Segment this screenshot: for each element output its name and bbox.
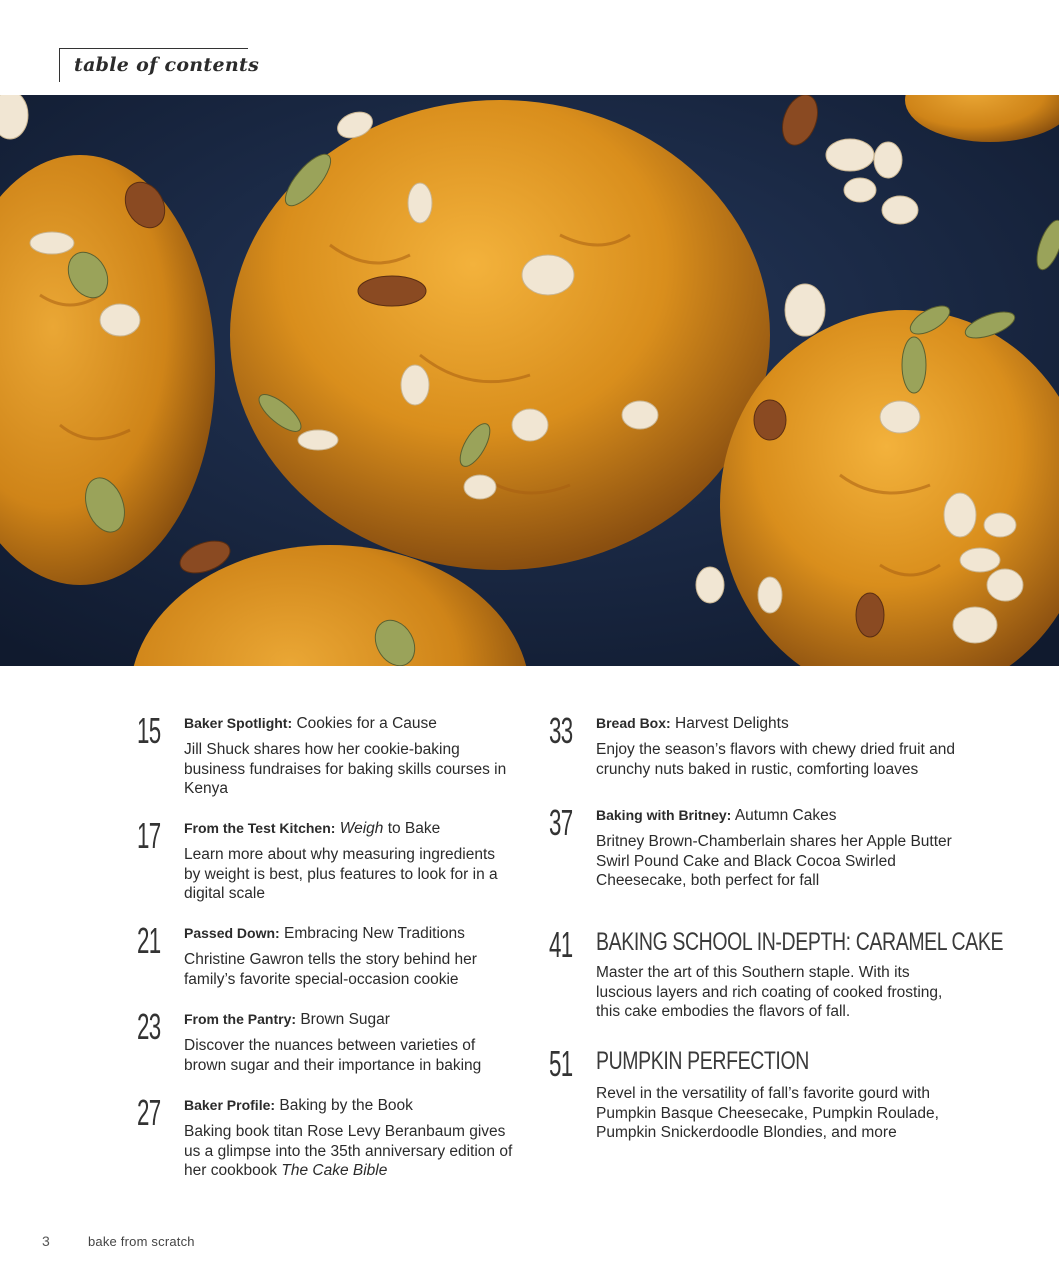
entry-title-italic: Weigh xyxy=(339,820,384,837)
entry-headline xyxy=(184,1095,413,1116)
page-number: 51 xyxy=(549,1043,573,1084)
entry-kicker: Passed Down: xyxy=(184,925,280,941)
folio-publication-name: bake from scratch xyxy=(88,1234,195,1249)
entry-title: Harvest Delights xyxy=(675,715,789,732)
entry-title: Cookies for a Cause xyxy=(296,715,437,732)
toc-header-frame xyxy=(59,48,260,82)
entry-headline xyxy=(184,818,440,839)
page-number: 27 xyxy=(137,1092,161,1133)
page-title: table of contents xyxy=(74,54,260,76)
entry-kicker: Baking with Britney: xyxy=(596,807,732,823)
entry-kicker: From the Pantry: xyxy=(184,1011,297,1027)
page-number: 33 xyxy=(549,710,573,751)
entry-description-text: Baking book titan Rose Levy Beranbaum gives us a glimpse into the 35th anniversary edition of her cookbook xyxy=(184,1123,513,1180)
page-number: 37 xyxy=(549,802,573,843)
entry-kicker: Baker Profile: xyxy=(184,1097,276,1113)
entry-kicker: Baker Spotlight: xyxy=(184,715,293,731)
entry-headline xyxy=(596,713,789,734)
entry-description: Discover the nuances between varieties of brown sugar and their importance in baking xyxy=(184,1037,482,1074)
entry-headline xyxy=(184,1009,390,1030)
bread-rolls-illustration xyxy=(0,95,1059,666)
feature-title: PUMPKIN PERFECTION xyxy=(596,1047,809,1075)
page-number: 41 xyxy=(549,924,573,965)
entry-description: Christine Gawron tells the story behind her family’s favorite special-occasion cookie xyxy=(184,951,477,988)
entry-title: Autumn Cakes xyxy=(734,807,837,824)
feature-description: Revel in the versatility of fall’s favorite gourd with Pumpkin Basque Cheesecake, Pumpkin Roulade, Pumpkin Snickerdoodle Blondies, and more xyxy=(596,1085,939,1142)
entry-description: Learn more about why measuring ingredients by weight is best, plus features to look for in a digital scale xyxy=(184,846,498,903)
entry-description-book-title: The Cake Bible xyxy=(281,1162,388,1180)
entry-headline xyxy=(184,713,437,734)
entry-description: Enjoy the season’s flavors with chewy dried fruit and crunchy nuts baked in rustic, comforting loaves xyxy=(596,741,955,778)
entry-title: Brown Sugar xyxy=(300,1011,390,1028)
entry-headline xyxy=(184,923,465,944)
entry-description: Britney Brown-Chamberlain shares her Apple Butter Swirl Pound Cake and Black Cocoa Swirled Cheesecake, both perfect for fall xyxy=(596,833,952,890)
page-number: 15 xyxy=(137,710,161,751)
entry-kicker: Bread Box: xyxy=(596,715,671,731)
feature-title: BAKING SCHOOL IN-DEPTH: CARAMEL CAKE xyxy=(596,928,1004,956)
entry-kicker: From the Test Kitchen: xyxy=(184,820,336,836)
page-number: 23 xyxy=(137,1006,161,1047)
page-number: 17 xyxy=(137,815,161,856)
folio-page-number: 3 xyxy=(42,1233,50,1249)
entry-title: to Bake xyxy=(383,820,441,837)
entry-description xyxy=(184,1122,514,1181)
entry-headline xyxy=(596,805,836,826)
entry-title: Embracing New Traditions xyxy=(284,925,465,942)
hero-photo xyxy=(0,95,1059,666)
entry-title: Baking by the Book xyxy=(279,1097,413,1114)
feature-description: Master the art of this Southern staple. With its luscious layers and rich coating of cooked frosting, this cake embodies the flavors of fall. xyxy=(596,964,943,1021)
page-number: 21 xyxy=(137,920,161,961)
entry-description: Jill Shuck shares how her cookie-baking business fundraises for baking skills courses in Kenya xyxy=(184,741,507,798)
